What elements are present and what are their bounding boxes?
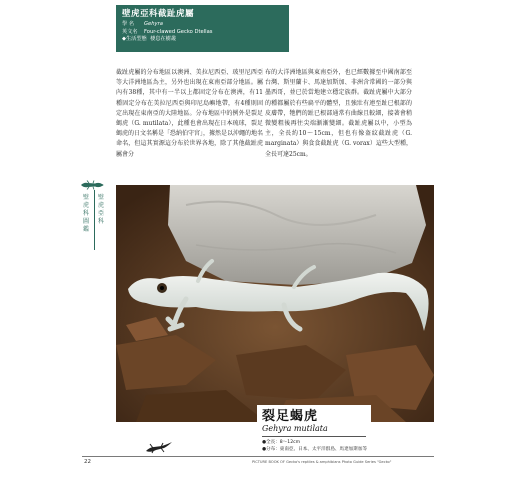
lifestyle-key: ◆生活型態 [122, 36, 147, 43]
species-chinese-name: 裂足蝎虎 [262, 409, 319, 424]
gecko-icon [80, 180, 106, 190]
scientific-name-row [122, 21, 283, 29]
gecko-photo [116, 185, 434, 422]
gecko-silhouette-icon [144, 440, 174, 454]
body-text-column-1: 截趾虎屬的分布地區以澳洲、美拉尼西亞、玻里尼西亞等大洋洲地區為主，另外也出現在東南亞部分地區。屬內有38種，其中有一半以上都固定分布在澳洲，有11種固定分布在美拉尼西亞與印尼島嶼地帶，有4種則固定出現在東南亞的大陸地區。分布地區中的例外是裂足蝎虎（G. mutilata），此種也會出現在日本琉球，裂足蝎虎的日文名稱是「恐納伯守宮」，據然是以沖繩的地名命名，但這其實源這分布於世界各地，除了其他截趾虎屬會分 [116, 69, 264, 158]
footer-rule [82, 456, 434, 457]
genus-title: 壁虎亞科截趾虎屬 [122, 9, 195, 19]
genus-header-box [116, 5, 289, 52]
scientific-name-value: Gehyra [144, 21, 163, 27]
side-tab-label-subfamily: 壁虎亞科 [98, 194, 105, 225]
species-length-info: ●全長：8～12cm [262, 440, 301, 445]
body-text-column-2: 布的大洋洲地區與東南亞外，也已經數據至中國南部至台灣、斯里蘭卡、馬達加斯加、非洲含常國的一部分與墨西哥，並已於當地建立穩定族群。截趾虎屬中大部分的種都屬於有些扁平的體型，且強壯有連至趾已根部的皮膚帶，牠們的趾已根部通常有曲線且較細，接著會稍微變粗後再往尖端漸漸變細。截趾虎屬以中，小型為主，全長約10～15cm，但也有像盔紋截趾虎（G. marginata）與食食截趾虎（G. vorax）這些大型種，全長可達25cm。 [265, 69, 412, 158]
species-latin-name: Gehyra mutilata [262, 424, 328, 433]
species-distribution-info: ●分布：東南亞、日本、太平洋群島、馬達加斯加等 [262, 447, 368, 452]
page-number: 22 [84, 459, 91, 465]
lifestyle-row [122, 36, 283, 44]
scientific-name-key: 學 名 [122, 21, 135, 27]
lifestyle-value: 棲息在樹叢 [150, 36, 177, 43]
caption-divider [262, 436, 366, 437]
side-tab-divider [94, 190, 95, 250]
footer-series-text: PICTURE BOOK OF Gecko's reptiles & amphibians Photo Guide Series "Gecko" [252, 460, 392, 464]
gecko-photo-illustration [116, 185, 434, 422]
english-name-value: Four-clawed Gecko Dtellas [144, 28, 213, 35]
species-caption-card [257, 405, 371, 461]
side-tab-label-family: 壁虎科圖鑑 [83, 194, 90, 233]
english-name-key: 英文名 [122, 28, 138, 35]
